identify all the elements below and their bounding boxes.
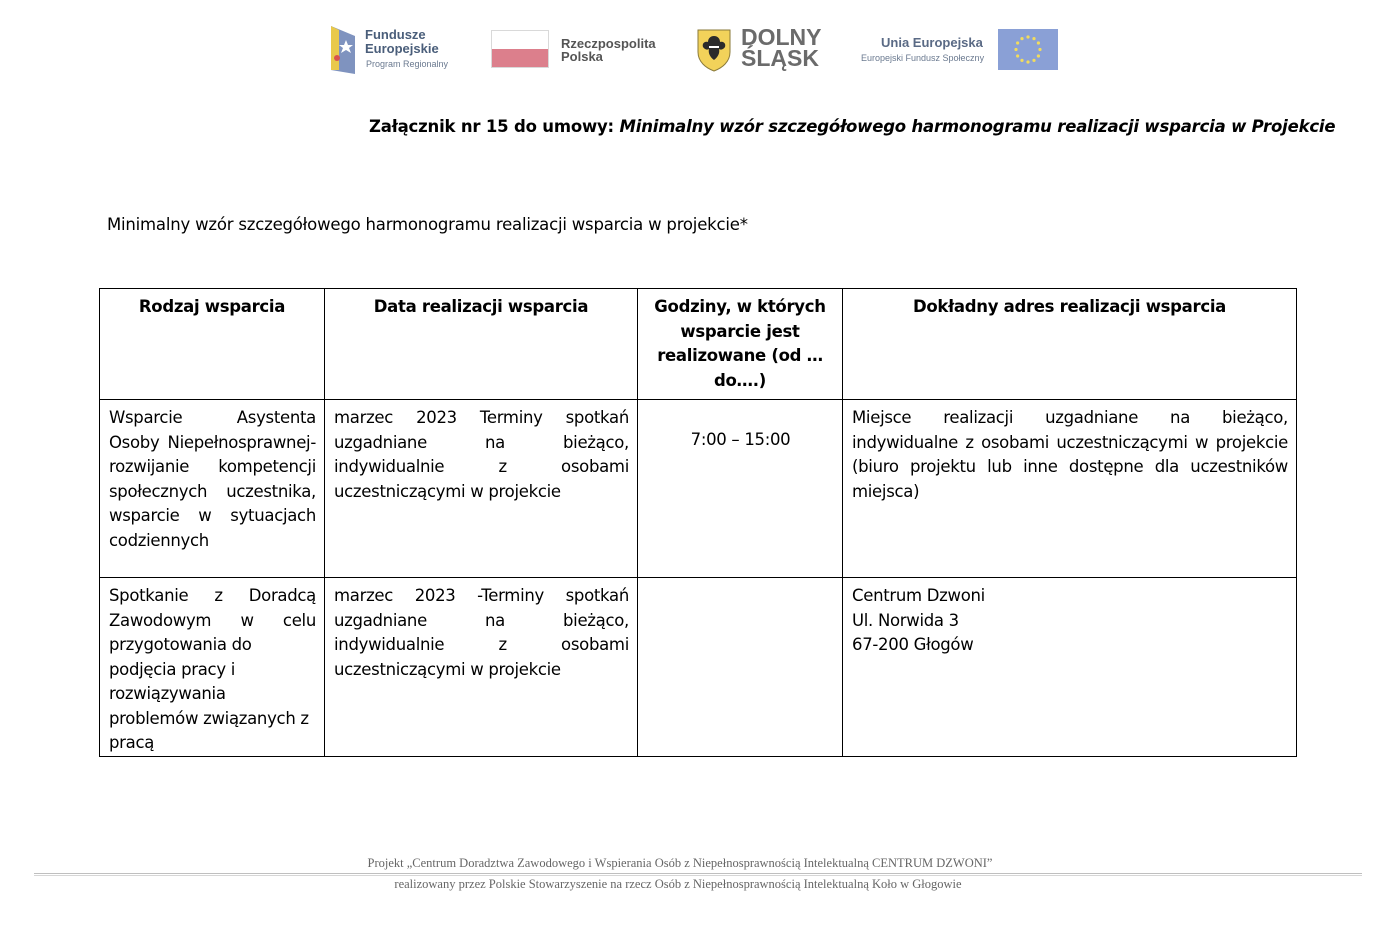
support-type-line: problemów związanych z — [109, 708, 309, 728]
cell-date: marzec 2023 -Terminy spotkań uzgadniane na bieżąco, indywidualnie z osobami uczestniczącymi w projekcie — [325, 578, 638, 757]
header-date: Data realizacji wsparcia — [325, 289, 638, 400]
address-line: Centrum Dzwoni — [852, 586, 985, 605]
logo-bar — [325, 20, 1065, 78]
address-line: 67-200 Głogów — [852, 635, 974, 654]
rzeczpospolita-polska-logo — [491, 20, 671, 78]
support-type-line: pracą — [109, 733, 155, 752]
cell-address — [843, 578, 1297, 757]
footer-organization: realizowany przez Polskie Stowarzyszenie na rzecz Osób z Niepełnosprawnością Intelektualną Koło w Głogowie — [394, 877, 962, 891]
eagle-shield-icon — [696, 28, 732, 72]
rp-line1: Rzeczpospolita — [561, 36, 656, 51]
fundusze-line2: Europejskie — [365, 41, 439, 56]
footer-project-name: Projekt „Centrum Doradztwa Zawodowego i Wspierania Osób z Niepełnosprawnością Intelektualną CENTRUM DZWONI” — [367, 856, 993, 870]
fundusze-star-icon — [327, 22, 357, 74]
support-type-line: rozwiązywania — [109, 684, 226, 703]
ds-line1: DOLNY — [741, 24, 822, 50]
eu-flag-icon — [998, 29, 1058, 70]
support-type-text: Spotkanie z Doradcą Zawodowym w celu przygotowania do — [109, 586, 316, 654]
table-header-row — [100, 289, 1297, 400]
unia-europejska-logo — [861, 20, 1061, 78]
annex-prefix: Załącznik nr 15 do umowy: — [369, 117, 620, 136]
cell-support-type — [100, 578, 325, 757]
schedule-table — [99, 288, 1297, 757]
fundusze-line1: Fundusze — [365, 27, 426, 42]
annex-heading — [369, 117, 1335, 136]
annex-title: Minimalny wzór szczegółowego harmonogramu realizacji wsparcia w Projekcie — [619, 117, 1336, 136]
rp-line2: Polska — [561, 49, 603, 64]
table-row — [100, 578, 1297, 757]
ds-line2: ŚLĄSK — [741, 45, 819, 71]
document-subtitle: Minimalny wzór szczegółowego harmonogramu realizacji wsparcia w projekcie* — [107, 215, 748, 234]
ue-line2: Europejski Fundusz Społeczny — [861, 53, 985, 63]
fundusze-line3: Program Regionalny — [366, 59, 449, 69]
cell-address: Miejsce realizacji uzgadniane na bieżąco, indywidualne z osobami uczestniczącymi w projekcie (biuro projektu lub inne dostępne dla uczestników miejsca) — [843, 400, 1297, 578]
ue-line1: Unia Europejska — [881, 35, 983, 50]
table-row — [100, 400, 1297, 578]
footer-divider — [34, 873, 1362, 876]
fundusze-europejskie-logo — [325, 20, 475, 78]
cell-support-type: Wsparcie Asystenta Osoby Niepełnosprawnej- rozwijanie kompetencji społecznych uczestnika, wsparcie w sytuacjach codziennych — [100, 400, 325, 578]
polish-flag-icon — [491, 30, 549, 68]
header-support-type: Rodzaj wsparcia — [100, 289, 325, 400]
cell-hours: 7:00 – 15:00 — [638, 400, 843, 578]
cell-date: marzec 2023 Terminy spotkań uzgadniane na bieżąco, indywidualnie z osobami uczestniczącymi w projekcie — [325, 400, 638, 578]
dolny-slask-logo — [696, 20, 826, 78]
support-type-line: podjęcia pracy i — [109, 659, 236, 679]
address-line: Ul. Norwida 3 — [852, 610, 959, 630]
cell-hours — [638, 578, 843, 757]
header-address: Dokładny adres realizacji wsparcia — [843, 289, 1297, 400]
header-hours: Godziny, w których wsparcie jest realizowane (od … do….) — [638, 289, 843, 400]
